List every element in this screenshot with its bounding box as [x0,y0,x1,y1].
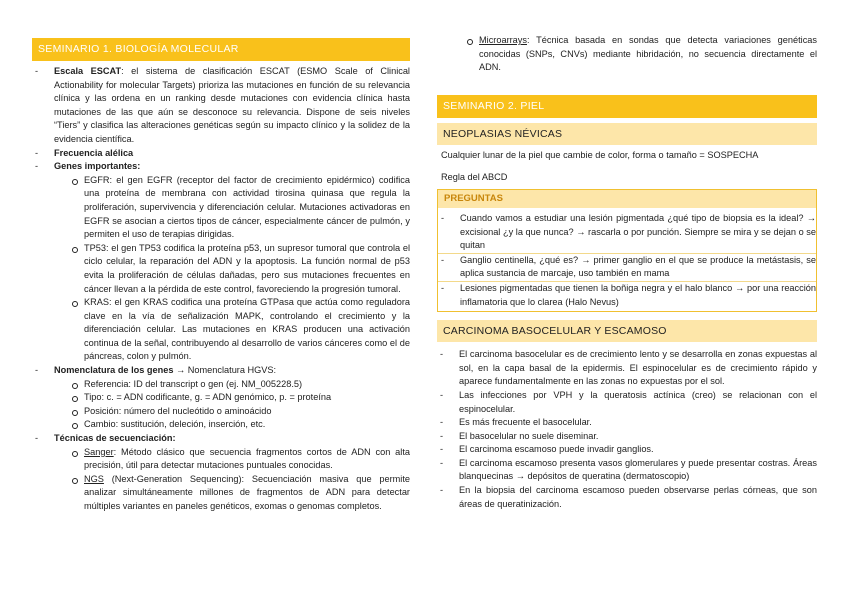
list-item-frecuencia [32,147,410,161]
left-column [32,38,410,514]
hgvs-item: Referencia: ID del transcript o gen (ej. NM_005228.5) [32,378,410,392]
carcinoma-item: - Es más frecuente el basocelular. [437,416,817,430]
seminario-1-list [32,65,410,174]
tecnica-item-microarrays [427,34,817,75]
microarrays-list [427,34,817,75]
subsection-title-carcinoma: CARCINOMA BASOCELULAR Y ESCAMOSO [437,320,817,342]
ngs-text: (Next-Generation Sequencing): Secuenciación masiva que permite analizar simultáneamente millones de fragmentos de ADN para detectar múltiples variantes en paneles genéticos, exomas o genomas completos. [84,473,410,511]
pregunta-item: - Lesiones pigmentadas que tienen la boñiga negra y el halo blanco → por una reacción inflamatoria que lo clarea (Halo Nevus) [438,282,816,309]
secuenciacion-list [32,446,410,514]
neoplasias-text: Cualquier lunar de la piel que cambie de color, forma o tamaño = SOSPECHA [441,149,759,160]
term-genes: Genes importantes: [54,161,141,172]
term-tecnicas: Técnicas de secuenciación: [54,433,176,444]
carcinoma-item: - El carcinoma escamoso presenta vasos glomerulares y puede presentar costras. Áreas blanquecinas → depósitos de queratina (dermatoscopio) [437,457,817,484]
regla-abcd: Regla del ABCD [441,172,508,183]
section-title-seminario-2: SEMINARIO 2. PIEL [437,95,817,118]
gene-item-egfr: EGFR: el gen EGFR (receptor del factor de crecimiento epidérmico) codifica una proteína de membrana con actividad tirosina quinasa que regula la proliferación, supervivencia y diferenciación celular. Mutaciones activadoras en EGFR se asocian a ciertos tipos de cáncer, especialmente cáncer de pulmón, y permiten el uso de terapias dirigidas. [32,174,410,242]
term-escat: Escala ESCAT [54,66,122,76]
hgvs-item: Tipo: c. = ADN codificante, g. = ADN genómico, p. = proteína [32,391,410,405]
section-title-seminario-1: SEMINARIO 1. BIOLOGÍA MOLECULAR [32,38,410,61]
list-item-tecnicas [32,432,410,446]
term-frecuencia: Frecuencia alélica [54,147,134,158]
term-sanger: Sanger [84,446,114,457]
pregunta-item: - Cuando vamos a estudiar una lesión pigmentada ¿qué tipo de biopsia es la ideal? → excisional ¿y la que nunca? → rascarla o por punción. Siempre se mira y se dejan o se quitan [438,212,816,254]
term-ngs: NGS [84,473,104,484]
pregunta-item: - Ganglio centinella, ¿qué es? → primer ganglio en el que se produce la metástasis, se aplica sustancia de marcaje, uso también en mama [438,254,816,282]
carcinoma-item: - El carcinoma escamoso puede invadir ganglios. [437,443,817,457]
genes-list [32,174,410,364]
subsection-title-neoplasias: NEOPLASIAS NÉVICAS [437,123,817,145]
preguntas-title: PREGUNTAS [438,190,816,208]
nomenclatura-list [32,364,410,378]
tecnicas-list [32,432,410,446]
hgvs-item: Posición: número del nucleótido o aminoácido [32,405,410,419]
carcinoma-item: - En la biopsia del carcinoma escamoso pueden observarse perlas córneas, que son áreas de queratinización. [437,484,817,511]
escat-text: : el sistema de clasificación ESCAT (ESMO Scale of Clinical Actionability for molecular Targets) prioriza las mutaciones en función de su relevancia clínica y las ordena en un ranking desde mutaciones con evidencia clínica hasta mutaciones de las que aún se desconoce su relevancia. Dispone de seis niveles “Tiers” y clasifica las alteraciones genéticas según su impacto clínico y la solidez de la evidencia científica. [54,66,410,144]
preguntas-list [438,208,816,311]
hgvs-item: Cambio: sustitución, deleción, inserción, etc. [32,418,410,432]
sanger-text: : Método clásico que secuencia fragmentos cortos de ADN con alta precisión, útil para detectar mutaciones puntuales conocidas. [84,446,410,471]
preguntas-box [437,189,817,312]
carcinoma-item: - El carcinoma basocelular es de crecimiento lento y se desarrolla en zonas expuestas al sol, en la capa basal de la epidermis. El espinocelular es de crecimiento rápido y aparece fundamentalmente en las zonas no expuestas por el sol. [437,348,817,389]
tecnica-item-ngs [32,473,410,514]
right-column [437,34,817,511]
hgvs-list [32,378,410,432]
gene-item-kras: KRAS: el gen KRAS codifica una proteína GTPasa que actúa como reguladora clave en la vía de señalización MAPK, controlando el crecimiento y la diferenciación celular. Las mutaciones en KRAS producen una activación continua de la señal, contribuyendo al desarrollo de varios cánceres como el de páncreas, colon y pulmón. [32,296,410,364]
list-item-escat [32,65,410,147]
nomenclatura-text: → Nomenclatura HGVS: [173,365,277,376]
gene-item-tp53: TP53: el gen TP53 codifica la proteína p53, un supresor tumoral que controla el ciclo celular, la reparación del ADN y la apoptosis. La función normal de p53 evita la proliferación de células dañadas, pero sus mutaciones frecuentes en cáncer llevan a la pérdida de este control, favoreciendo la progresión tumoral. [32,242,410,296]
microarrays-text: : Técnica basada en sondas que detecta variaciones genéticas conocidas (SNPs, CNVs) mediante hibridación, no secuencia directamente el ADN. [479,35,817,73]
carcinoma-item: - Las infecciones por VPH y la queratosis actínica (creo) se relacionan con el espinocelular. [437,389,817,416]
carcinoma-list [437,348,817,511]
term-nomenclatura: Nomenclatura de los genes [54,365,174,376]
list-item-genes [32,160,410,174]
tecnica-item-sanger [32,446,410,473]
list-item-nomenclatura [32,364,410,378]
carcinoma-item: - El basocelular no suele diseminar. [437,430,817,444]
term-microarrays: Microarrays [479,35,527,45]
